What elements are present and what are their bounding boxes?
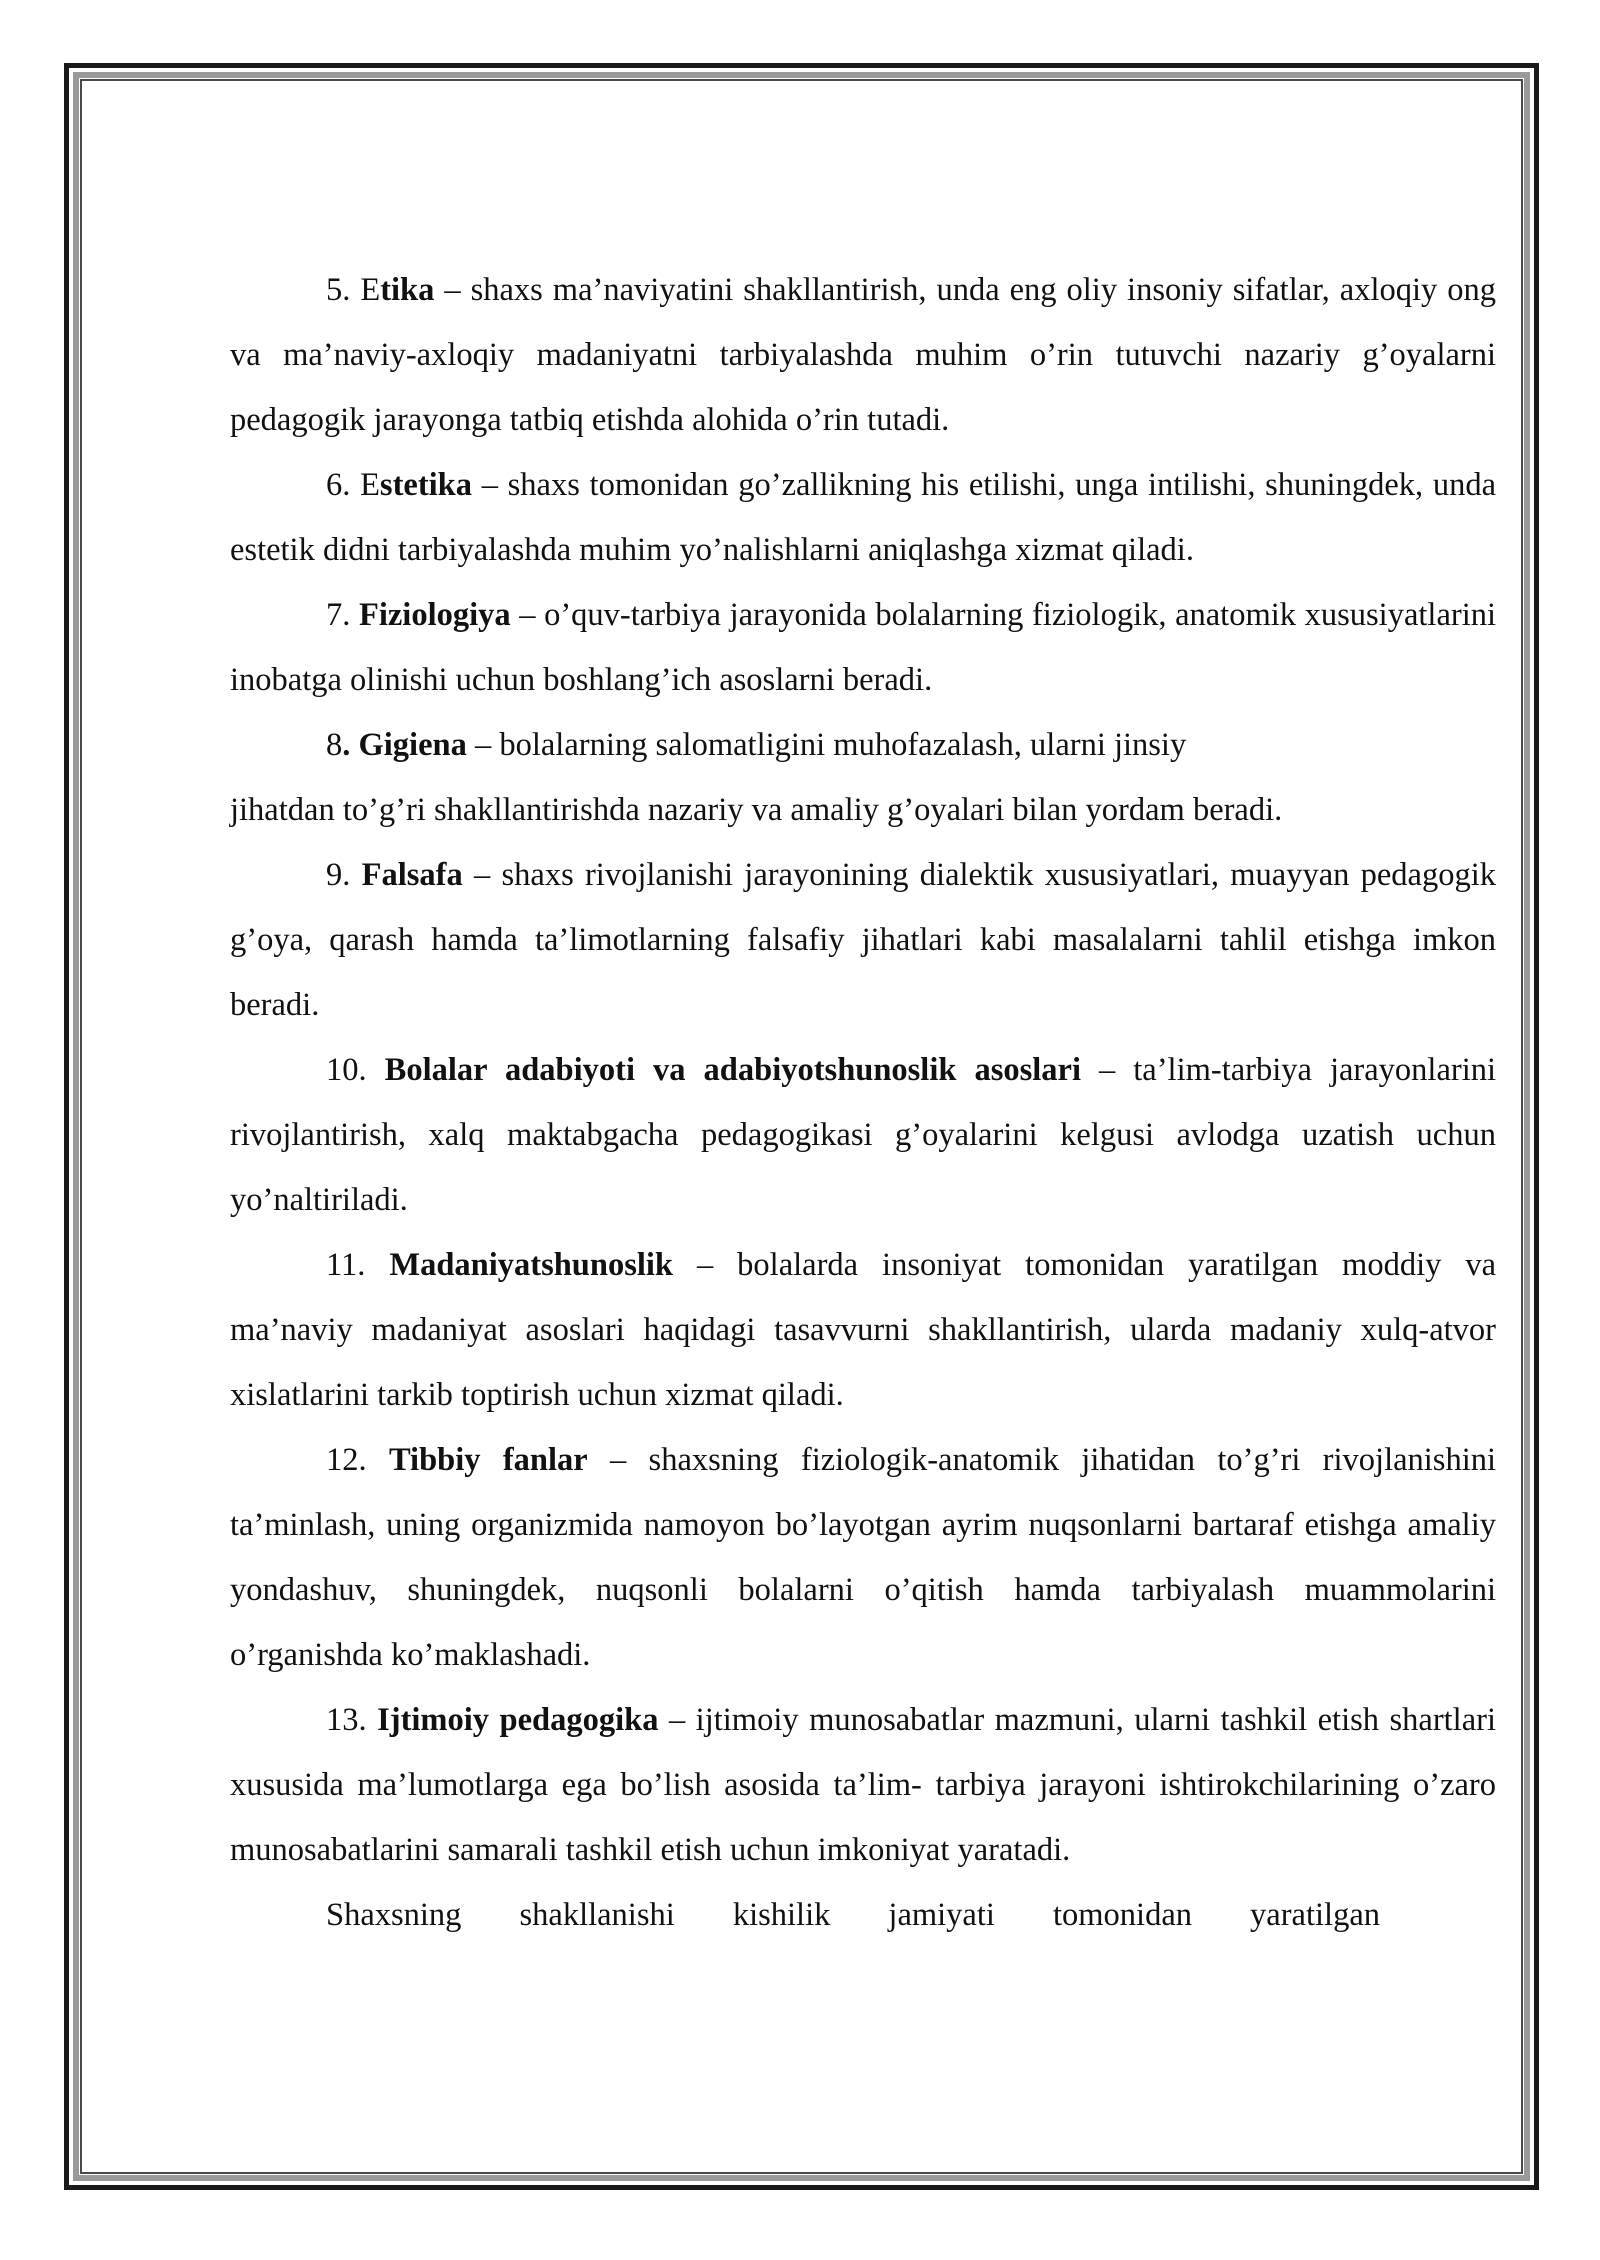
item-term: tika: [380, 272, 435, 308]
item-number: 13.: [326, 1702, 378, 1738]
item-number: 9.: [326, 857, 362, 893]
item-term: Fiziologiya: [358, 597, 511, 633]
item-term: Tibbiy fanlar: [388, 1442, 588, 1478]
paragraph-fiziologiya: [230, 583, 1496, 713]
paragraph-gigiena: [230, 713, 1496, 778]
paragraph-tibbiy-fanlar: [230, 1428, 1496, 1688]
item-term: stetika: [379, 467, 472, 503]
item-number: 10.: [326, 1052, 385, 1088]
item-term: Bolalar adabiyoti va adabiyotshunoslik asoslari: [384, 1052, 1081, 1088]
item-term: . Gigiena: [342, 727, 467, 763]
paragraph-ijtimoiy-pedagogika: [230, 1688, 1496, 1883]
item-text: – bolalarda insoniyat tomonidan yaratilgan moddiy va ma’naviy madaniyat asoslari haqidagi tasavvurni shakllantirish, ularda madaniy xulq-atvor xislatlarini tarkib toptirish uchun xizmat qiladi.: [230, 1247, 1496, 1413]
item-text: – ijtimoiy munosabatlar mazmuni, ularni tashkil etish shartlari xususida ma’lumotlarga ega bo’lish asosida ta’lim- tarbiya jarayoni ishtirokchilarining o’zaro munosabatlarini samarali tashkil etish uchun imkoniyat yaratadi.: [230, 1702, 1496, 1868]
closing-text: Shaxsning shakllanishi kishilik jamiyati tomonidan yaratilgan: [326, 1897, 1380, 1933]
item-text: – ta’lim-tarbiya jarayonlarini rivojlantirish, xalq maktabgacha pedagogikasi g’oyalarini kelgusi avlodga uzatish uchun yo’naltiriladi.: [230, 1052, 1497, 1218]
item-number: 12.: [326, 1442, 389, 1478]
item-text: – bolalarning salomatligini muhofazalash, ularni jinsiy: [466, 727, 1187, 763]
item-number: 8: [326, 727, 343, 763]
paragraph-estetika: [230, 453, 1496, 583]
item-term: Madaniyatshunoslik: [389, 1247, 673, 1283]
item-number: 11.: [326, 1247, 390, 1283]
item-term: Ijtimoiy pedagogika: [377, 1702, 659, 1738]
paragraph-gigiena-continued: [230, 778, 1496, 843]
paragraph-falsafa: [230, 843, 1496, 1038]
item-number: 5. E: [326, 272, 381, 308]
paragraph-madaniyatshunoslik: [230, 1233, 1496, 1428]
item-text: – shaxs ma’naviyatini shakllantirish, unda eng oliy insoniy sifatlar, axloqiy ong va ma’naviy-axloqiy madaniyatni tarbiyalashda muhim o’rin tutuvchi nazariy g’oyalarni pedagogik jarayonga tatbiq etishda alohida o’rin tutadi.: [230, 272, 1496, 438]
item-text-continued: jihatdan to’g’ri shakllantirishda nazariy va amaliy g’oyalari bilan yordam beradi.: [230, 792, 1283, 828]
item-text: – shaxs rivojlanishi jarayonining dialektik xususiyatlari, muayyan pedagogik g’oya, qarash hamda ta’limotlarning falsafiy jihatlari kabi masalalarni tahlil etishga imkon beradi.: [230, 857, 1497, 1023]
item-text: – shaxsning fiziologik-anatomik jihatidan to’g’ri rivojlanishini ta’minlash, uning organizmida namoyon bo’layotgan ayrim nuqsonlarni bartaraf etishga amaliy yondashuv, shuningdek, nuqsonli bolalarni o’qitish hamda tarbiyalash muammolarini o’rganishda ko’maklashadi.: [230, 1442, 1497, 1673]
item-number: 7.: [326, 597, 359, 633]
paragraph-etika: [230, 258, 1496, 453]
document-body: [230, 258, 1496, 1948]
item-term: Falsafa: [361, 857, 463, 893]
paragraph-closing: [230, 1883, 1380, 1948]
item-text: – shaxs tomonidan go’zallikning his etilishi, unga intilishi, shuningdek, unda estetik didni tarbiyalashda muhim yo’nalishlarni aniqlashga xizmat qiladi.: [230, 467, 1496, 568]
item-text: – o’quv-tarbiya jarayonida bolalarning fiziologik, anatomik xususiyatlarini inobatga olinishi uchun boshlang’ich asoslarni beradi.: [230, 597, 1496, 698]
paragraph-bolalar-adabiyoti: [230, 1038, 1496, 1233]
item-number: 6. E: [326, 467, 380, 503]
